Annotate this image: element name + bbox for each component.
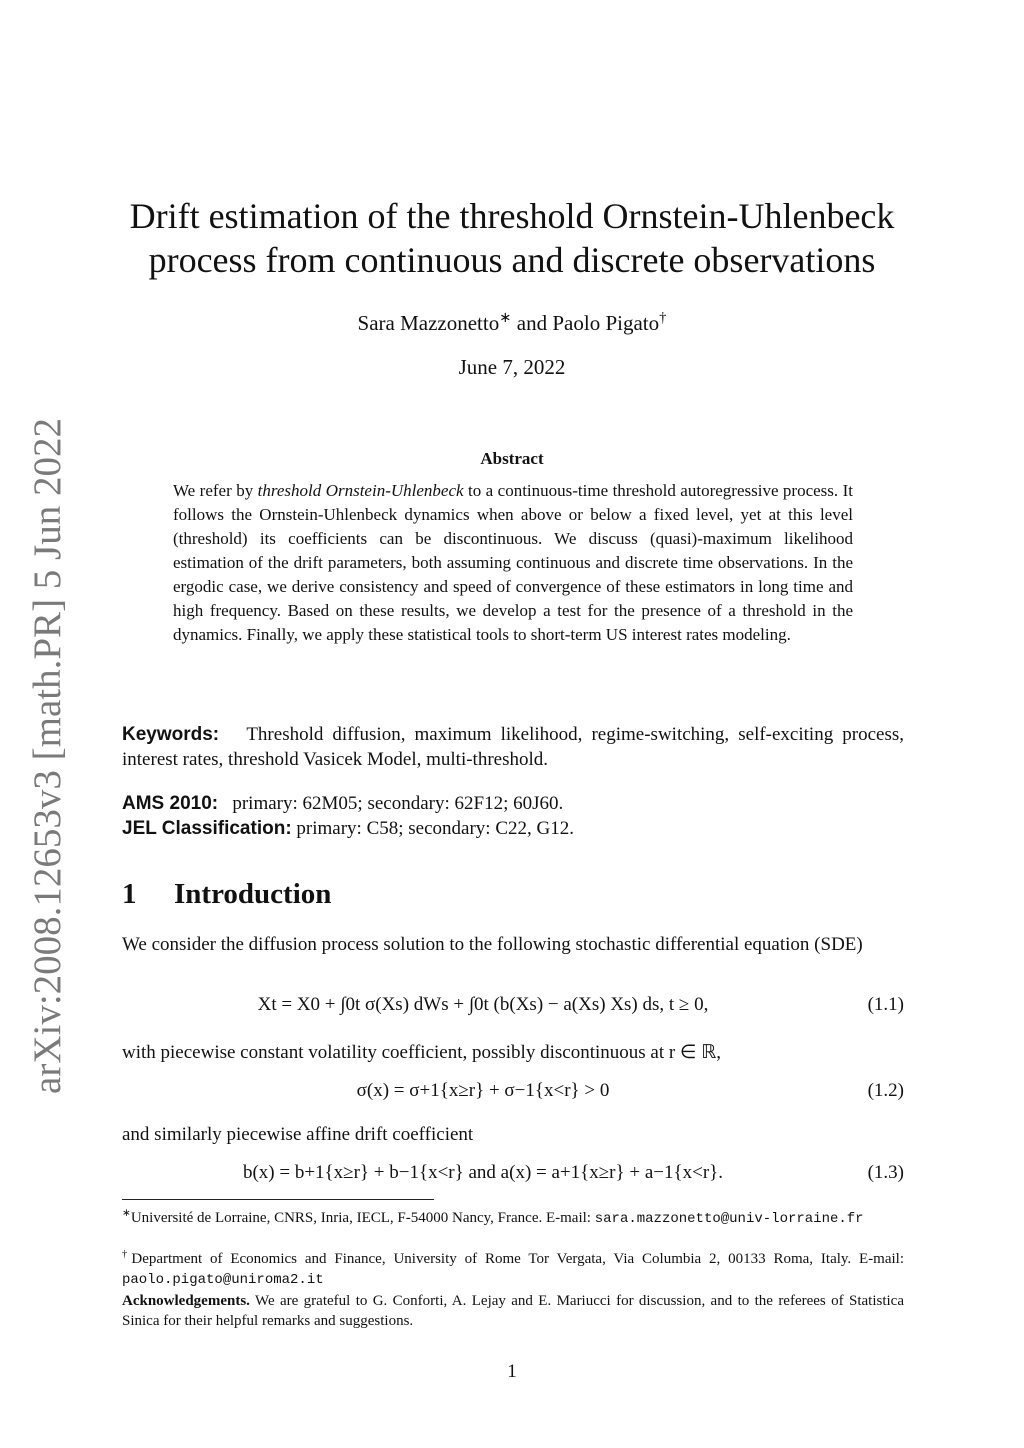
author-2-mark: † (659, 310, 667, 326)
page-number: 1 (507, 1361, 517, 1382)
abstract-lead: We refer by (173, 481, 258, 500)
footnote-1 (122, 1204, 904, 1229)
authors (122, 309, 902, 336)
paper-title (122, 194, 902, 282)
keywords (122, 722, 904, 772)
title-line-1: Drift estimation of the threshold Ornstein-Uhlenbeck (129, 196, 895, 236)
equation-1-3-tag: (1.3) (867, 1162, 904, 1183)
acknowledgements-text: We are grateful to G. Conforti, A. Lejay and E. Mariucci for discussion, and to the referees of Statistica Sinica for their helpful remarks and suggestions. (122, 1293, 904, 1329)
equation-1-1-tag: (1.1) (867, 994, 904, 1015)
keywords-text: Threshold diffusion, maximum likelihood, regime-switching, self-exciting process, interest rates, threshold Vasicek Model, multi-threshold. (122, 724, 904, 770)
paper-date: June 7, 2022 (458, 355, 566, 379)
acknowledgements-label: Acknowledgements. (122, 1293, 250, 1309)
equation-1-1 (122, 994, 904, 1024)
acknowledgements (122, 1291, 904, 1331)
footnote-1-text: Université de Lorraine, CNRS, Inria, IECL, F-54000 Nancy, France. E-mail: (130, 1210, 595, 1226)
section-title: Introduction (174, 878, 332, 910)
intro-paragraph-1: We consider the diffusion process solution to the following stochastic differential equation (SDE) (122, 934, 863, 955)
intro-paragraph-3: and similarly piecewise affine drift coefficient (122, 1124, 474, 1145)
equation-1-3-body: b(x) = b+1{x≥r} + b−1{x<r} and a(x) = a+1{x≥r} + a−1{x<r}. (242, 1162, 724, 1183)
footnote-2-mark: † (122, 1249, 132, 1260)
jel-label: JEL Classification: (122, 818, 292, 839)
equation-1-1-body: Xt = X0 + ∫0t σ(Xs) dWs + ∫0t (b(Xs) − a(Xs) Xs) ds, t ≥ 0, (257, 994, 709, 1015)
equation-1-2-tag: (1.2) (867, 1080, 904, 1101)
ams-label: AMS 2010: (122, 793, 219, 814)
equation-1-2 (122, 1080, 904, 1108)
abstract-heading: Abstract (480, 449, 544, 468)
abstract-body (173, 479, 853, 647)
equation-1-2-body: σ(x) = σ+1{x≥r} + σ−1{x<r} > 0 (356, 1080, 610, 1101)
arxiv-sidebar-stamp: arXiv:2008.12653v3 [math.PR] 5 Jun 2022 (26, 418, 69, 1094)
keywords-label: Keywords: (122, 724, 220, 745)
jel-classification (122, 816, 904, 841)
footnote-1-mark: ∗ (122, 1208, 131, 1219)
footnote-1-email[interactable]: sara.mazzonetto@univ-lorraine.fr (594, 1211, 864, 1227)
abstract-term: threshold Ornstein-Uhlenbeck (257, 481, 464, 500)
title-line-2: process from continuous and discrete observations (148, 240, 876, 280)
section-number: 1 (122, 878, 137, 910)
equation-1-3 (122, 1162, 904, 1190)
author-1: Sara Mazzonetto (357, 311, 500, 335)
footnote-2 (122, 1245, 904, 1290)
intro-paragraph-2: with piecewise constant volatility coefficient, possibly discontinuous at r ∈ ℝ, (122, 1042, 722, 1063)
jel-text: primary: C58; secondary: C22, G12. (296, 818, 574, 839)
author-conjunction: and (511, 311, 553, 335)
ams-classification (122, 791, 904, 816)
section-heading (122, 878, 331, 911)
author-2: Paolo Pigato (552, 311, 660, 335)
footnote-2-text: Department of Economics and Finance, University of Rome Tor Vergata, Via Columbia 2, 00133 Roma, Italy. E-mail: (131, 1251, 905, 1267)
abstract-text: to a continuous-time threshold autoregressive process. It follows the Ornstein-Uhlenbeck dynamics when above or below a fixed level, yet at this level (threshold) its coefficients can be discontinuous. We discuss (quasi)-maximum likelihood estimation of the drift parameters, both assuming continuous and discrete time observations. In the ergodic case, we derive consistency and speed of convergence of these estimators in long time and high frequency. Based on these results, we develop a test for the presence of a threshold in the dynamics. Finally, we apply these statistical tools to short-term US interest rates modeling. (173, 481, 853, 644)
ams-text: primary: 62M05; secondary: 62F12; 60J60. (232, 793, 564, 814)
footnote-rule (122, 1199, 434, 1200)
author-1-mark: ∗ (499, 310, 512, 326)
footnote-2-email[interactable]: paolo.pigato@uniroma2.it (122, 1272, 324, 1288)
